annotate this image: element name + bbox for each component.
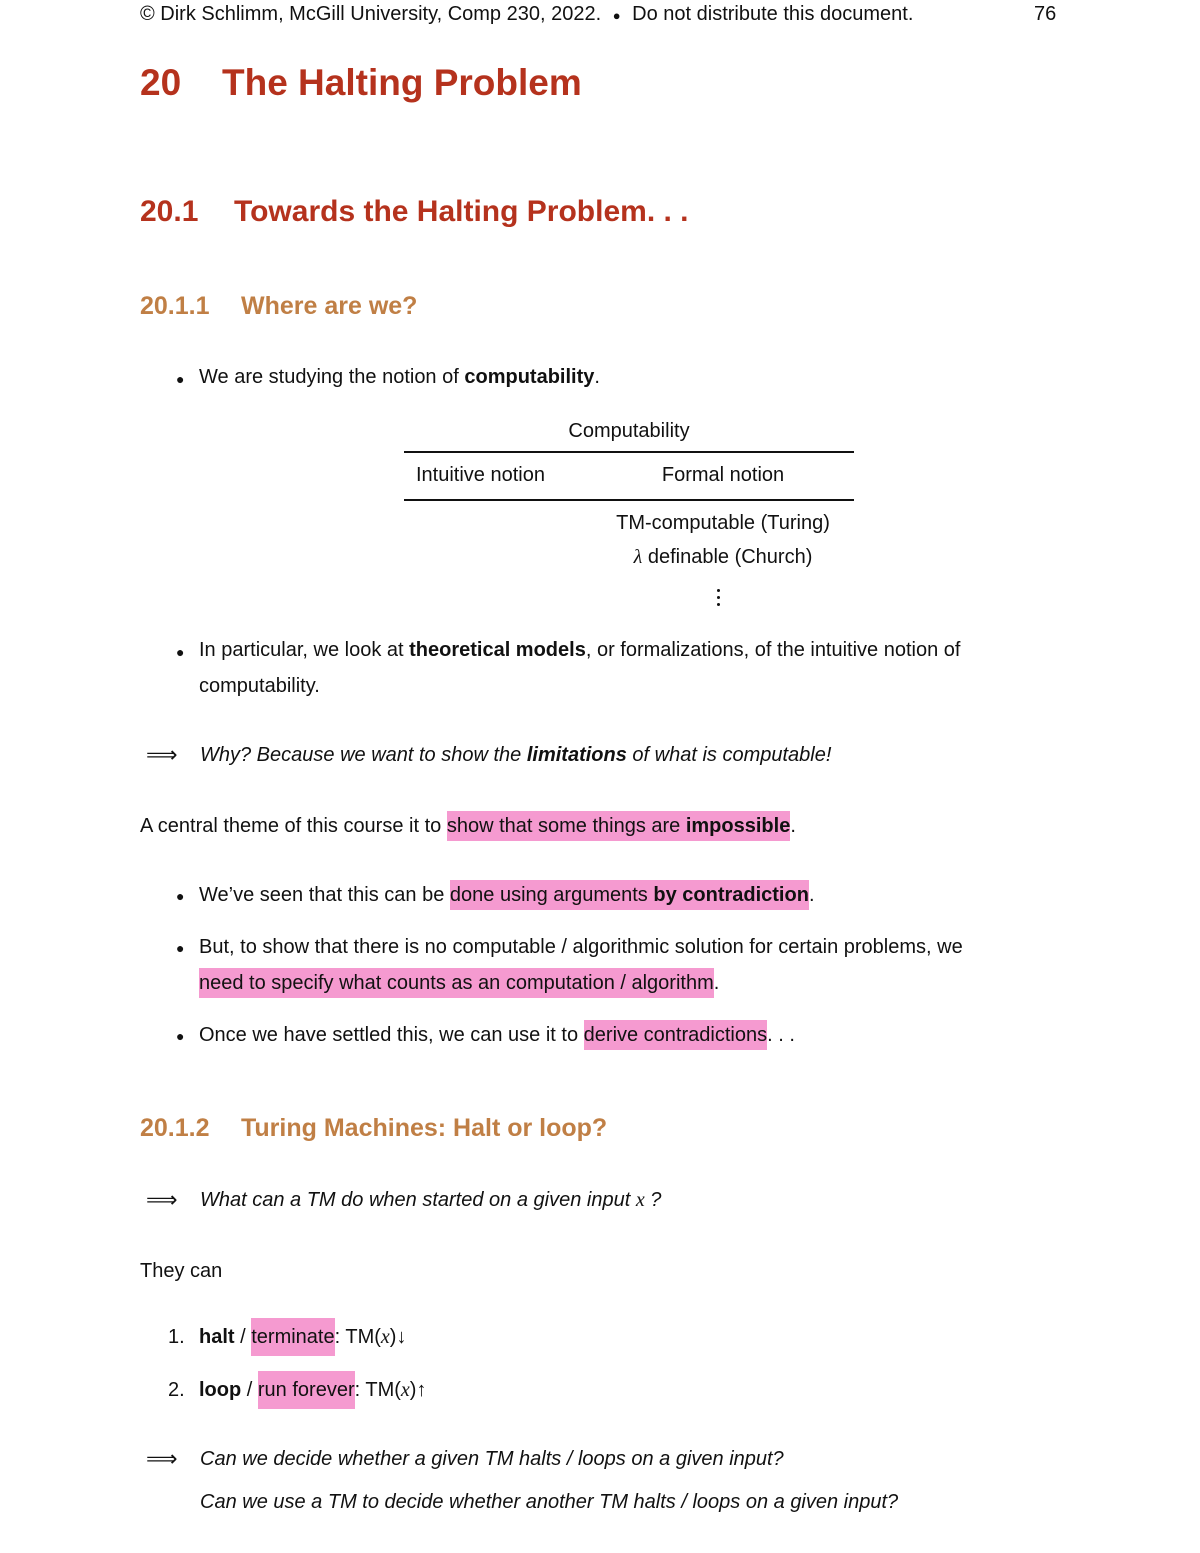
they-can-text: They can — [140, 1260, 223, 1282]
highlight — [450, 880, 809, 910]
header-copyright: © Dirk Schlimm, McGill University, Comp 230, 2022. — [140, 3, 602, 25]
bullet-text: We’ve seen that this can be — [199, 884, 450, 906]
list-text: : TM( — [354, 1379, 401, 1401]
bullet-specify-computation: But, to show that there is no computable / algorithmic solution for certain problems, we — [199, 936, 963, 958]
bullet-computability — [199, 366, 600, 389]
list-text: )↑ — [409, 1379, 427, 1401]
bullet-continuation — [199, 972, 719, 995]
paragraph-text: A central theme of this course it to — [140, 815, 447, 837]
header-notice: Do not distribute this document. — [632, 3, 914, 25]
bullet-text: We are studying the notion of — [199, 366, 465, 388]
section-title-text: Towards the Halting Problem. . . — [234, 195, 689, 228]
implies-arrow: ⟹ — [146, 742, 178, 767]
math-variable: x — [635, 1189, 645, 1211]
subsection-number: 20.1.2 — [140, 1114, 210, 1142]
why-statement — [200, 744, 831, 767]
subsection-halt-or-loop — [140, 1114, 607, 1143]
list-text: : TM( — [334, 1326, 381, 1348]
implies-arrow: ⟹ — [146, 1446, 178, 1471]
table-cell-tm-computable: TM-computable (Turing) — [616, 512, 830, 534]
separator: / — [234, 1326, 252, 1348]
question-tm-decide-halting: Can we use a TM to decide whether another TM halts / loops on a given input? — [200, 1491, 899, 1513]
table-header-formal: Formal notion — [661, 464, 785, 486]
implies-arrow: ⟹ — [146, 1187, 178, 1212]
bold-term: computability — [464, 366, 595, 388]
chapter-number: 20 — [140, 62, 182, 103]
list-item-halt — [199, 1326, 406, 1349]
bold-term: by contradiction — [653, 884, 809, 906]
subsection-title: Turing Machines: Halt or loop? — [241, 1114, 608, 1142]
question-mark: ? — [644, 1189, 662, 1211]
lambda-definable-text: definable (Church) — [642, 546, 813, 568]
section-number: 20.1 — [140, 195, 199, 228]
question-tm-input — [200, 1189, 661, 1212]
bullet-marker: ● — [176, 644, 185, 660]
bullet-derive-contradictions — [199, 1024, 795, 1047]
highlight-text: run forever — [258, 1371, 355, 1409]
section-title — [140, 195, 689, 229]
bold-term: limitations — [526, 744, 627, 766]
bullet-contradiction — [199, 884, 815, 907]
bullet-marker: ● — [176, 371, 185, 387]
subsection-number: 20.1.1 — [140, 292, 210, 320]
question-decide-halting: Can we decide whether a given TM halts / loops on a given input? — [200, 1448, 784, 1470]
highlight-text: derive contradictions — [584, 1020, 767, 1050]
why-text: Why? Because we want to show the — [200, 744, 527, 766]
bullet-text: , or formalizations, of the intuitive notion of — [585, 639, 961, 661]
math-variable: x — [400, 1379, 410, 1401]
bullet-theoretical-models — [199, 639, 960, 662]
page-number: 76 — [1034, 3, 1057, 25]
bullet-text: Once we have settled this, we can use it to — [199, 1024, 584, 1046]
table-top-rule — [404, 451, 854, 453]
subsection-title: Where are we? — [241, 292, 418, 320]
lambda-symbol: λ — [633, 546, 643, 568]
bold-term: impossible — [685, 815, 791, 837]
header-bullet: ● — [612, 8, 621, 23]
highlight-text: need to specify what counts as an computation / algorithm — [199, 968, 714, 998]
punctuation: . — [790, 815, 796, 837]
central-theme-paragraph — [140, 815, 796, 838]
math-variable: x — [380, 1326, 390, 1348]
ellipsis: . . . — [767, 1024, 795, 1046]
list-item-loop — [199, 1379, 426, 1402]
chapter-title-text: The Halting Problem — [222, 62, 582, 103]
separator: / — [241, 1379, 258, 1401]
bold-term: theoretical models — [409, 639, 586, 661]
highlight-text: done using arguments — [449, 884, 654, 906]
bold-term: loop — [199, 1379, 242, 1401]
page-header — [140, 3, 913, 26]
bold-term: halt — [199, 1326, 235, 1348]
list-marker: 1. — [168, 1326, 185, 1348]
question-text: What can a TM do when started on a given input — [200, 1189, 636, 1211]
subsection-where-are-we — [140, 292, 417, 321]
table-mid-rule — [404, 499, 854, 501]
highlight-text: show that some things are — [446, 815, 686, 837]
punctuation: . — [808, 884, 815, 906]
why-text: of what is computable! — [626, 744, 832, 766]
bullet-continuation: computability. — [199, 675, 320, 697]
list-marker: 2. — [168, 1379, 185, 1401]
table-vertical-ellipsis — [716, 589, 722, 610]
highlight-text: terminate — [251, 1318, 334, 1356]
highlight — [447, 811, 791, 841]
table-caption: Computability — [568, 420, 690, 442]
bullet-marker: ● — [176, 940, 185, 956]
chapter-title — [140, 62, 582, 104]
punctuation: . — [594, 366, 600, 388]
bullet-marker: ● — [176, 1028, 185, 1044]
list-text: )↓ — [389, 1326, 407, 1348]
punctuation: . — [713, 972, 720, 994]
table-cell-lambda-definable — [592, 546, 854, 569]
bullet-marker: ● — [176, 888, 185, 904]
table-header-intuitive: Intuitive notion — [416, 464, 545, 486]
bullet-text: In particular, we look at — [199, 639, 410, 661]
